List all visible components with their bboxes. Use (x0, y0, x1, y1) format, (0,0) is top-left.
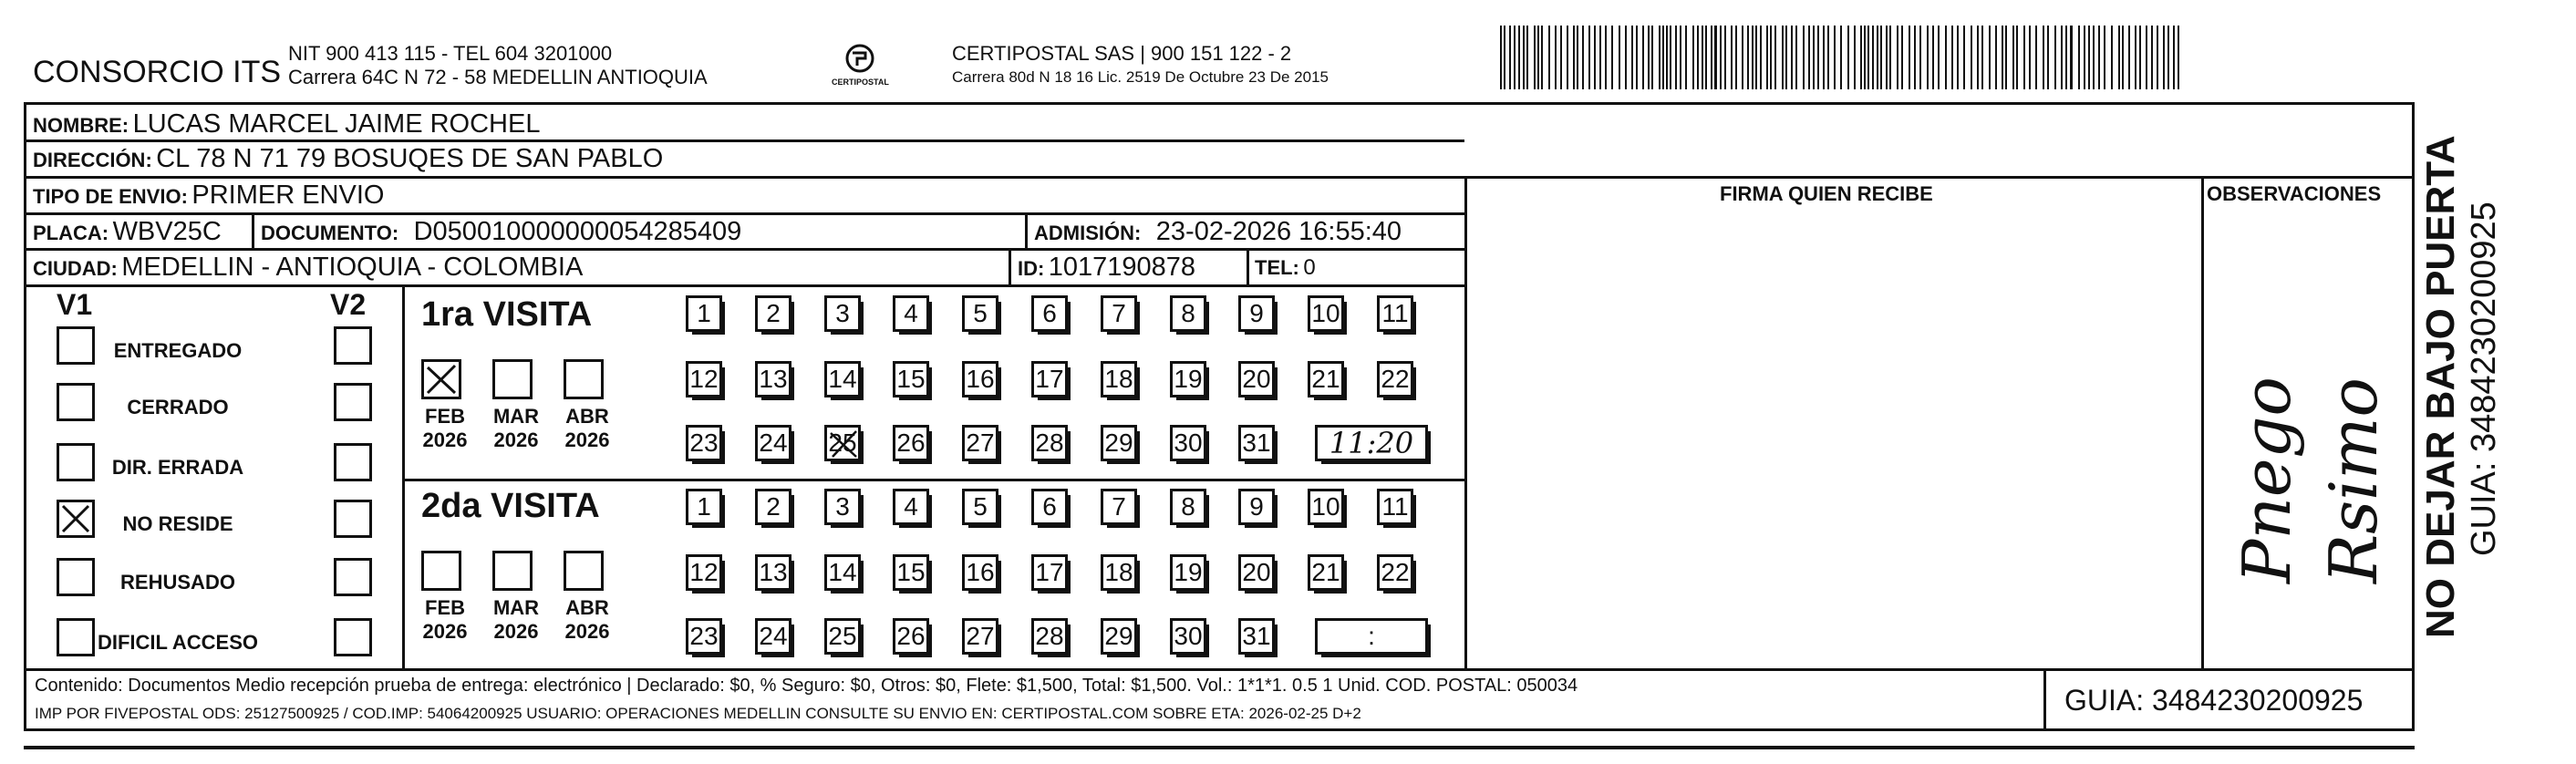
first-day-18[interactable]: 18 (1101, 361, 1137, 397)
first-day-22[interactable]: 22 (1377, 361, 1413, 397)
id-value: 1017190878 (1048, 253, 1196, 282)
direccion-label: DIRECCIÓN: (33, 149, 152, 171)
first-day-27[interactable]: 27 (962, 425, 998, 461)
v2-checkbox-1[interactable] (334, 326, 372, 365)
first-day-25[interactable]: 25 (824, 425, 861, 461)
first-day-28[interactable]: 28 (1031, 425, 1068, 461)
first-day-26[interactable]: 26 (893, 425, 929, 461)
second-time-box[interactable]: : (1315, 618, 1428, 655)
footer-contenido: Contenido: Documentos Medio recepción prueba de entrega: electrónico | Declarado: $0, % Seguro: $0, Otros: $0, Flete: $1,500, Total: $1,500. Vol.: 1*1*1. 0.5 1 Unid. COD. POSTAL: 050034 (35, 676, 1578, 696)
second-day-10[interactable]: 10 (1308, 489, 1344, 525)
first-day-23[interactable]: 23 (686, 425, 722, 461)
second-day-29[interactable]: 29 (1101, 618, 1137, 655)
placa-value: WBV25C (112, 217, 222, 246)
second-day-18[interactable]: 18 (1101, 554, 1137, 591)
second-day-2[interactable]: 2 (755, 489, 791, 525)
first-month-checkbox-mar[interactable] (492, 359, 533, 399)
first-day-9[interactable]: 9 (1238, 295, 1275, 332)
observaciones-header: OBSERVACIONES (2207, 182, 2382, 205)
status-label-2: CERRADO (127, 396, 229, 418)
second-month-checkbox-mar[interactable] (492, 551, 533, 591)
second-day-6[interactable]: 6 (1031, 489, 1068, 525)
first-day-3[interactable]: 3 (824, 295, 861, 332)
second-day-4[interactable]: 4 (893, 489, 929, 525)
second-month-year-feb: 2026 (422, 620, 468, 643)
first-day-1[interactable]: 1 (686, 295, 722, 332)
handwritten-observation-1: Pnego (2229, 377, 2305, 583)
first-time-box[interactable]: 11:20 (1315, 425, 1428, 461)
tel-value: 0 (1303, 255, 1316, 280)
first-day-17[interactable]: 17 (1031, 361, 1068, 397)
first-month-year-abr: 2026 (564, 428, 610, 451)
status-label-1: ENTREGADO (113, 339, 243, 362)
second-day-9[interactable]: 9 (1238, 489, 1275, 525)
second-month-label-mar: MAR (492, 596, 540, 619)
second-day-12[interactable]: 12 (686, 554, 722, 591)
second-month-checkbox-feb[interactable] (421, 551, 461, 591)
second-day-20[interactable]: 20 (1238, 554, 1275, 591)
no-dejar-bajo-puerta: NO DEJAR BAJO PUERTA (2418, 135, 2463, 638)
second-day-8[interactable]: 8 (1170, 489, 1206, 525)
first-day-8[interactable]: 8 (1170, 295, 1206, 332)
first-month-label-mar: MAR (492, 405, 540, 428)
status-label-3: DIR. ERRADA (111, 456, 244, 479)
second-day-17[interactable]: 17 (1031, 554, 1068, 591)
tipo-label: TIPO DE ENVIO: (33, 185, 188, 208)
second-day-25[interactable]: 25 (824, 618, 861, 655)
barcode (1500, 26, 2184, 89)
first-day-13[interactable]: 13 (755, 361, 791, 397)
first-day-5[interactable]: 5 (962, 295, 998, 332)
v1-label: V1 (57, 288, 93, 321)
first-day-21[interactable]: 21 (1308, 361, 1344, 397)
first-day-24[interactable]: 24 (755, 425, 791, 461)
first-day-20[interactable]: 20 (1238, 361, 1275, 397)
second-day-23[interactable]: 23 (686, 618, 722, 655)
v2-checkbox-4[interactable] (334, 500, 372, 538)
first-day-10[interactable]: 10 (1308, 295, 1344, 332)
second-day-16[interactable]: 16 (962, 554, 998, 591)
first-day-11[interactable]: 11 (1377, 295, 1413, 332)
first-day-2[interactable]: 2 (755, 295, 791, 332)
company-address: Carrera 64C N 72 - 58 MEDELLIN ANTIOQUIA (288, 66, 708, 88)
admision-label: ADMISIÓN: (1034, 222, 1142, 244)
first-day-12[interactable]: 12 (686, 361, 722, 397)
second-day-15[interactable]: 15 (893, 554, 929, 591)
status-label-4: NO RESIDE (122, 512, 233, 535)
first-month-checkbox-feb[interactable] (421, 359, 461, 399)
id-label: ID: (1018, 257, 1045, 280)
outer-bottom-shadow (24, 746, 2415, 749)
first-day-29[interactable]: 29 (1101, 425, 1137, 461)
first-month-label-feb: FEB (425, 405, 465, 428)
first-month-year-mar: 2026 (493, 428, 539, 451)
company-nit-tel: NIT 900 413 115 - TEL 604 3201000 (288, 42, 613, 65)
first-day-16[interactable]: 16 (962, 361, 998, 397)
status-label-6: DIFICIL ACCESO (97, 631, 258, 654)
v2-checkbox-3[interactable] (334, 443, 372, 481)
second-day-26[interactable]: 26 (893, 618, 929, 655)
certipostal-address: Carrera 80d N 18 16 Lic. 2519 De Octubre 23 De 2015 (952, 68, 1329, 86)
v2-checkbox-2[interactable] (334, 383, 372, 421)
first-month-label-abr: ABR (565, 405, 609, 428)
second-day-24[interactable]: 24 (755, 618, 791, 655)
placa-label: PLACA: (33, 222, 109, 244)
first-day-30[interactable]: 30 (1170, 425, 1206, 461)
admision-value: 23-02-2026 16:55:40 (1155, 217, 1402, 246)
status-label-5: REHUSADO (120, 571, 235, 594)
second-day-22[interactable]: 22 (1377, 554, 1413, 591)
certipostal-nit: CERTIPOSTAL SAS | 900 151 122 - 2 (952, 42, 1292, 65)
side-guia: GUIA: 3484230200925 (2465, 201, 2503, 556)
second-day-27[interactable]: 27 (962, 618, 998, 655)
second-day-13[interactable]: 13 (755, 554, 791, 591)
second-day-5[interactable]: 5 (962, 489, 998, 525)
v2-label: V2 (330, 288, 367, 321)
second-month-label-abr: ABR (565, 596, 609, 619)
v2-checkbox-5[interactable] (334, 558, 372, 596)
second-day-7[interactable]: 7 (1101, 489, 1137, 525)
second-day-1[interactable]: 1 (686, 489, 722, 525)
first-month-checkbox-abr[interactable] (564, 359, 604, 399)
nombre-label: NOMBRE: (33, 114, 129, 137)
nombre-value: LUCAS MARCEL JAIME ROCHEL (132, 109, 541, 139)
first-month-year-feb: 2026 (422, 428, 468, 451)
second-day-3[interactable]: 3 (824, 489, 861, 525)
second-month-checkbox-abr[interactable] (564, 551, 604, 591)
first-day-14[interactable]: 14 (824, 361, 861, 397)
first-day-4[interactable]: 4 (893, 295, 929, 332)
first-day-7[interactable]: 7 (1101, 295, 1137, 332)
tipo-value: PRIMER ENVIO (191, 181, 385, 210)
second-visit-title: 2da VISITA (421, 487, 600, 525)
first-day-19[interactable]: 19 (1170, 361, 1206, 397)
second-day-28[interactable]: 28 (1031, 618, 1068, 655)
second-month-year-abr: 2026 (564, 620, 610, 643)
footer-guia: GUIA: 3484230200925 (2064, 684, 2364, 717)
first-day-31[interactable]: 31 (1238, 425, 1275, 461)
second-day-21[interactable]: 21 (1308, 554, 1344, 591)
second-day-30[interactable]: 30 (1170, 618, 1206, 655)
second-day-11[interactable]: 11 (1377, 489, 1413, 525)
second-day-19[interactable]: 19 (1170, 554, 1206, 591)
ciudad-label: CIUDAD: (33, 257, 118, 280)
direccion-value: CL 78 N 71 79 BOSUQES DE SAN PABLO (156, 144, 664, 173)
second-day-31[interactable]: 31 (1238, 618, 1275, 655)
first-visit-title: 1ra VISITA (421, 295, 593, 334)
first-day-6[interactable]: 6 (1031, 295, 1068, 332)
handwritten-observation-2: Rsimo (2315, 377, 2392, 583)
footer-imp: IMP POR FIVEPOSTAL ODS: 25127500925 / COD.IMP: 54064200925 USUARIO: OPERACIONES MEDELLIN CONSULTE SU ENVIO EN: CERTIPOSTAL.COM SOBRE ETA: 2026-02-25 D+2 (35, 705, 1361, 722)
firma-header: FIRMA QUIEN RECIBE (1720, 182, 1933, 205)
second-month-year-mar: 2026 (493, 620, 539, 643)
second-day-14[interactable]: 14 (824, 554, 861, 591)
v2-checkbox-6[interactable] (334, 618, 372, 656)
certipostal-logo: CERTIPOSTAL (828, 40, 892, 95)
documento-label: DOCUMENTO: (261, 222, 399, 244)
ciudad-value: MEDELLIN - ANTIOQUIA - COLOMBIA (121, 253, 584, 282)
first-day-15[interactable]: 15 (893, 361, 929, 397)
documento-value: D050010000000054285409 (413, 217, 742, 246)
company-name: CONSORCIO ITS (33, 55, 282, 89)
second-month-label-feb: FEB (425, 596, 465, 619)
tel-label: TEL: (1255, 256, 1299, 279)
